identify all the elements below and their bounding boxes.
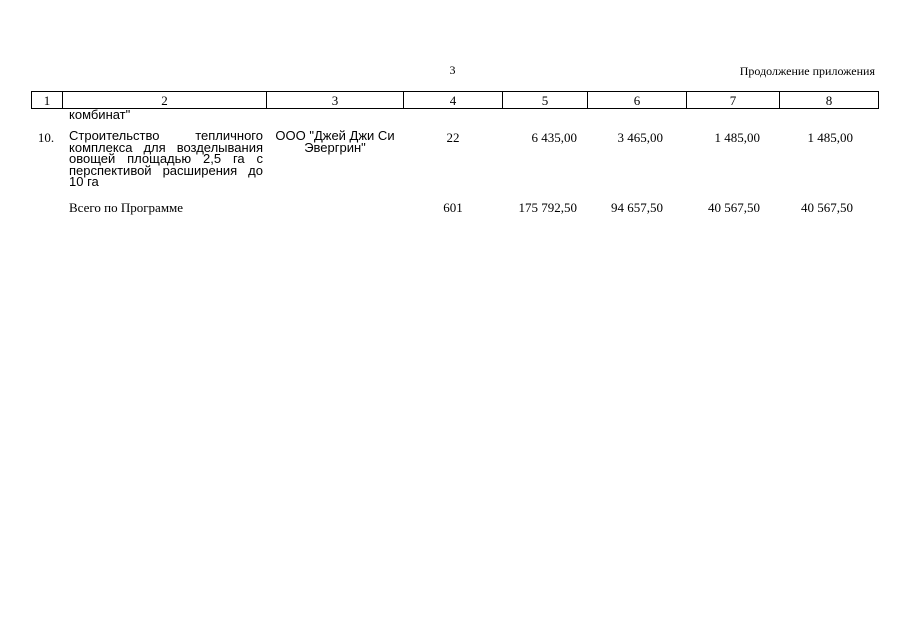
row-number: 10. [37, 130, 55, 145]
header-col-6: 6 [588, 92, 687, 109]
organization-name: ООО "Джей Джи Си Эвергрин" [275, 128, 395, 155]
header-col-3: 3 [267, 92, 404, 109]
project-name: Строительство тепличного комплекса для возделывания овощей площадью 2,5 га с перспективой расширения до 10 га [69, 128, 263, 189]
header-col-7: 7 [687, 92, 780, 109]
cell-col-8: 1 485,00 [807, 130, 853, 145]
header-col-5: 5 [503, 92, 588, 109]
header-col-8: 8 [780, 92, 879, 109]
total-col-5: 175 792,50 [518, 200, 577, 215]
cell-col-7: 1 485,00 [714, 130, 760, 145]
total-col-6: 94 657,50 [611, 200, 663, 215]
continuation-label: Продолжение приложения [739, 64, 875, 78]
header-col-1: 1 [32, 92, 63, 109]
total-col-7: 40 567,50 [708, 200, 760, 215]
cell-col-6: 3 465,00 [617, 130, 663, 145]
total-label: Всего по Программе [69, 200, 184, 215]
cell-col-4: 22 [446, 130, 460, 145]
header-col-4: 4 [404, 92, 503, 109]
page-number: 3 [449, 63, 456, 77]
total-col-4: 601 [443, 200, 463, 215]
cell-col-5: 6 435,00 [531, 130, 577, 145]
column-number-header [31, 91, 879, 109]
total-col-8: 40 567,50 [801, 200, 853, 215]
continued-cell-text: комбинат" [69, 107, 131, 122]
header-col-2: 2 [63, 92, 267, 109]
header-row [32, 92, 879, 109]
